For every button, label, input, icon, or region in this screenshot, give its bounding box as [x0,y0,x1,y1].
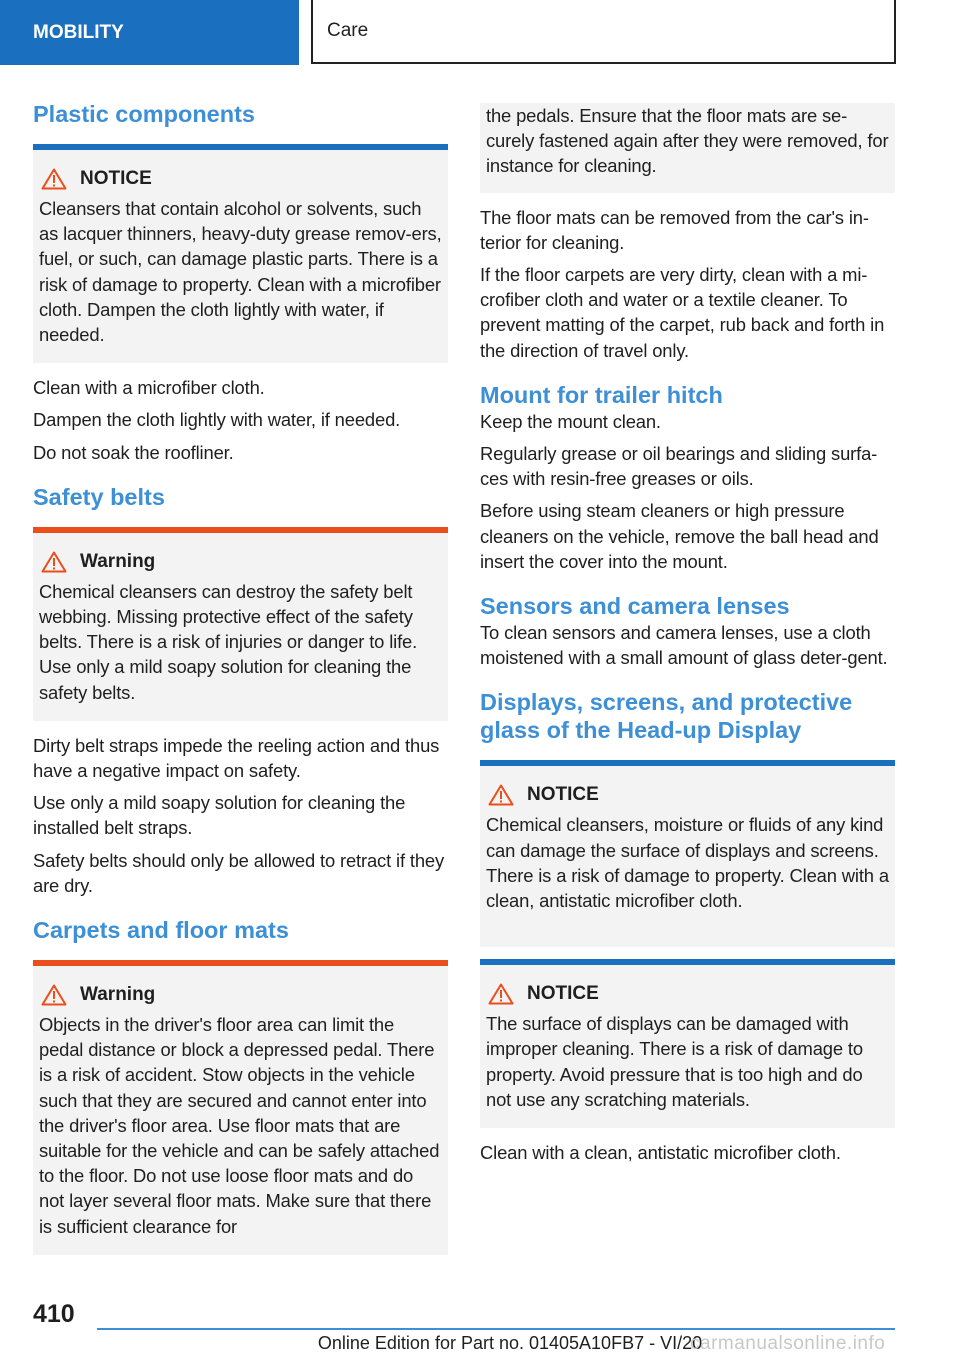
warning-text: the pedals. Ensure that the floor mats are se-curely fastened again after they were removed, for instance for cleaning. [486,105,889,177]
warning-text: Chemical cleansers can destroy the safety belt webbing. Missing protective effect of the safety belts. There is a risk of injuries or danger to life. Use only a mild soapy solution for cleaning the safety belts. [39,580,418,703]
section-tab[interactable]: MOBILITY [0,0,299,65]
warning-triangle-icon [41,984,67,1006]
notice-box-displays-2 [480,959,895,1128]
paragraph: Clean with a clean, antistatic microfiber cloth. [480,1142,841,1164]
paragraph: Before using steam cleaners or high pressure cleaners on the vehicle, remove the ball head and insert the cover into the mount. [480,500,879,572]
notice-box-displays-1 [480,760,895,947]
notice-text: The surface of displays can be damaged with improper cleaning. There is a risk of damage to property. Avoid pressure that is too high and do not use any scratching materials. [486,1013,863,1110]
paragraph: Safety belts should only be allowed to retract if they are dry. [33,849,445,896]
notice-text: Cleansers that contain alcohol or solvents, such as lacquer thinners, heavy-duty grease remov-ers, fuel, or such, can damage plastic parts. There is a risk of damage to property. Clean with a microfiber cloth. Dampen the cloth lightly with water, if needed. [39,198,442,346]
warning-box-carpets [33,960,448,1255]
warning-label: Warning [80,984,156,1006]
right-column [480,103,895,1172]
heading-mount-trailer-hitch: Mount for trailer hitch [480,381,723,408]
warning-box-belts [33,527,448,721]
paragraph: Keep the mount clean. [480,410,661,432]
warning-text: Objects in the driver's floor area can limit the pedal distance or block a depressed pedal. There is a risk of accident. Stow objects in the vehicle such that they are secured and cannot enter into the driver's floor area. Use floor mats that are suitable for the vehicle and can be safely attached to the floor. Do not use loose floor mats and do not layer several floor mats. Make sure that there is sufficient clearance for [39,1014,440,1237]
heading-safety-belts: Safety belts [33,483,165,510]
notice-label: NOTICE [527,784,599,806]
warning-triangle-icon [41,551,67,573]
heading-carpets-floor-mats: Carpets and floor mats [33,917,289,944]
paragraph: Do not soak the roofliner. [33,441,234,463]
heading-displays-line1: Displays, screens, and protective [480,689,853,716]
footer-divider [97,1328,895,1330]
left-column [33,100,448,1255]
paragraph: Dampen the cloth lightly with water, if needed. [33,409,401,431]
paragraph: Dirty belt straps impede the reeling action and thus have a negative impact on safety. [33,734,440,782]
paragraph: If the floor carpets are very dirty, clean with a mi-crofiber cloth and water or a textile cleaner. To prevent matting of the carpet, rub back and forth in the direction of travel only. [480,264,885,361]
paragraph: Regularly grease or oil bearings and sliding surfa-ces with resin-free greases or oils. [480,443,878,490]
heading-displays-line2: glass of the Head-up Display [480,717,802,744]
watermark: carmanualsonline.info [690,1333,886,1354]
warning-box-carpets-continued [480,103,895,193]
topic-tab[interactable]: Care [311,0,896,64]
paragraph: The floor mats can be removed from the car's in-terior for cleaning. [480,206,869,253]
notice-box-plastic [33,144,448,363]
notice-label: NOTICE [527,983,599,1005]
notice-text: Chemical cleansers, moisture or fluids of any kind can damage the surface of displays and screens. There is a risk of damage to property. Clean with a clean, antistatic microfiber cloth. [486,814,889,912]
heading-sensors-camera-lenses: Sensors and camera lenses [480,593,790,620]
notice-label: NOTICE [80,168,152,189]
warning-label: Warning [80,550,156,572]
warning-triangle-icon [488,784,514,806]
paragraph: To clean sensors and camera lenses, use a cloth moistened with a small amount of glass deter-gent. [480,622,888,669]
heading-plastic-components: Plastic components [33,101,255,127]
paragraph: Clean with a microfiber cloth. [33,377,265,399]
footer-edition: Online Edition for Part no. 01405A10FB7 - VI/20 [317,1333,703,1353]
paragraph: Use only a mild soapy solution for cleaning the installed belt straps. [33,792,406,839]
warning-triangle-icon [488,983,514,1005]
warning-triangle-icon [41,168,67,190]
page-number: 410 [33,1300,75,1328]
